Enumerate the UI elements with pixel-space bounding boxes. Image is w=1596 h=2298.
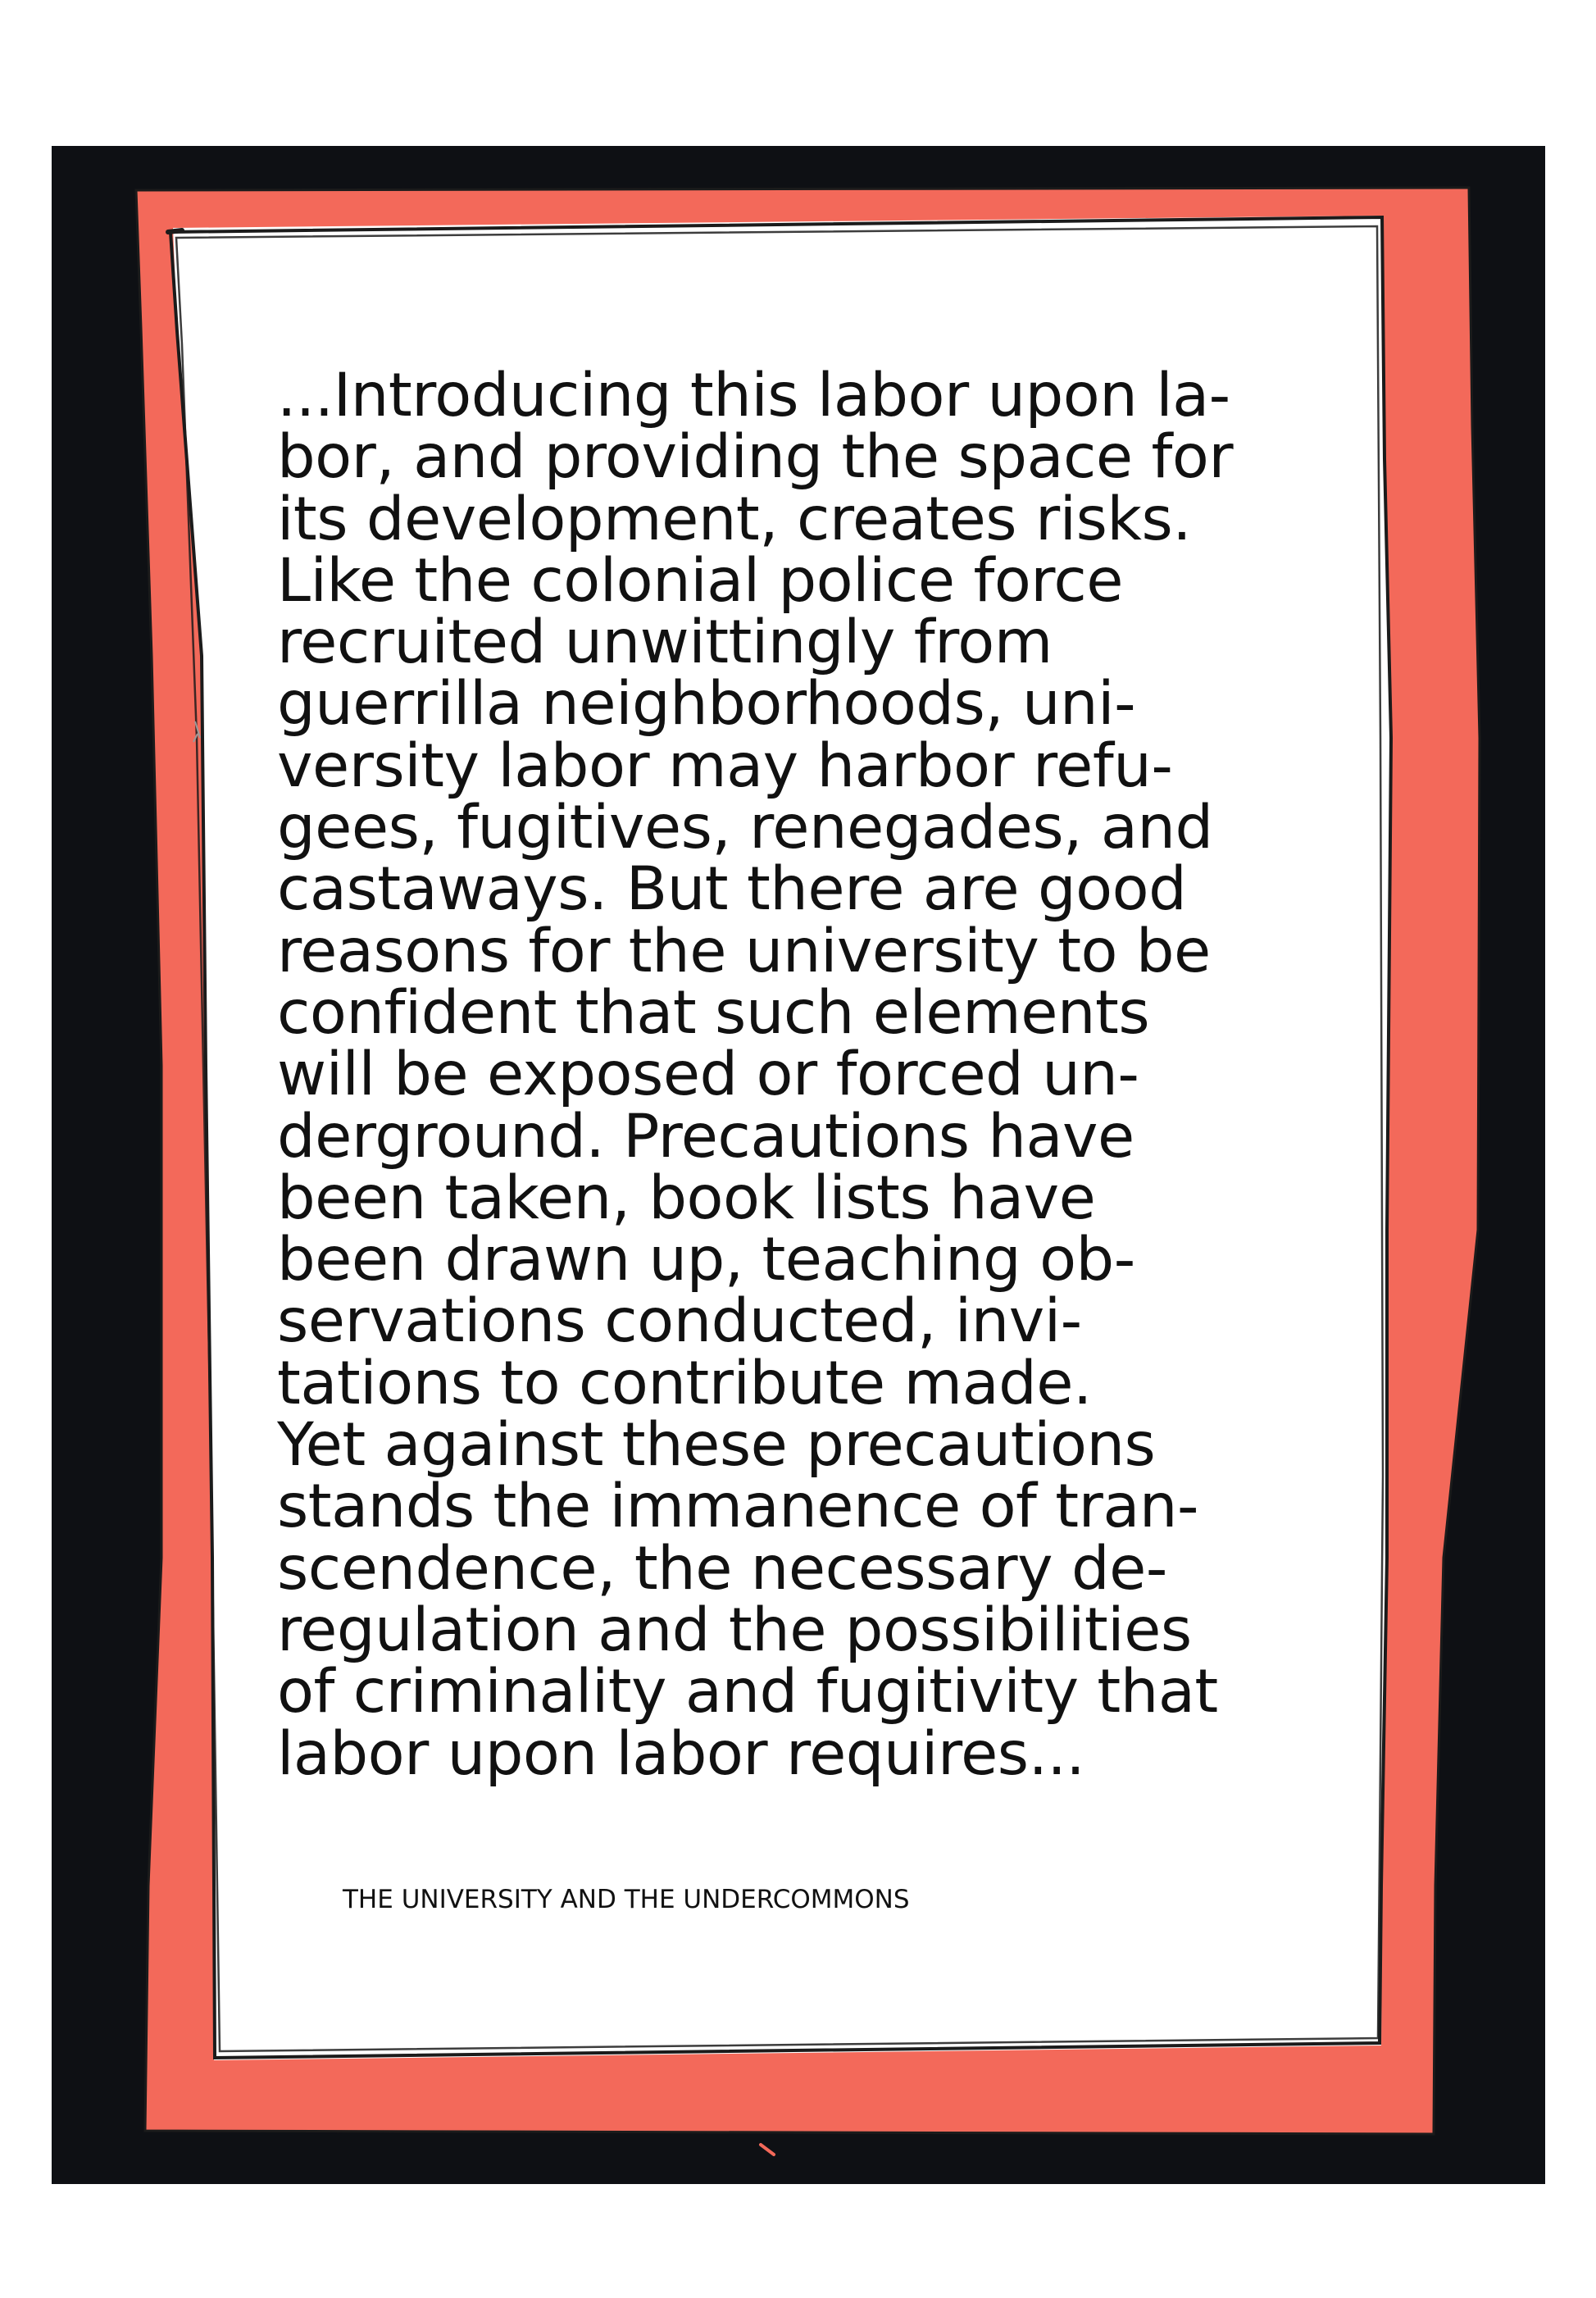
quote-text: ...Introducing this labor upon la- bor, and providing the space for its development, creates risks. Like the colonial police force recruited unwittingly from guerrilla neighborhoods, uni- versity labor may harbor refu- gees, fugitives, renegades, and castaways. But there are good reasons for the university to be confident that such elements will be exposed or forced un- derground. Precautions have been taken, book lists have been drawn up, teaching ob- servations conducted, invi- tations to contribute made. Yet against these precautions stands the immanence of tran- scendence, the necessary de- regulation and the possibilities of criminality and fugitivity that labor upon labor requires...	[277, 361, 1234, 1789]
ink-mark	[168, 230, 182, 232]
ink-mark-bottom	[761, 2145, 774, 2155]
source-title: THE UNIVERSITY AND THE UNDERCOMMONS	[343, 1885, 910, 1914]
